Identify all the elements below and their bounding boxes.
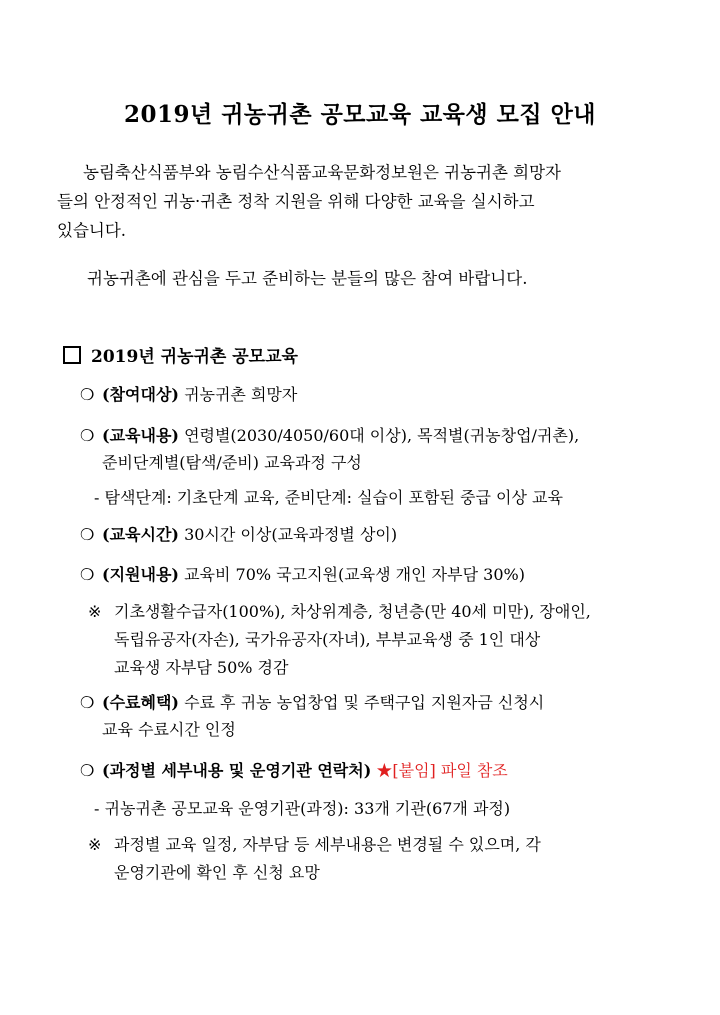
item-text: 연령별(2030/4050/60대 이상), 목적별(귀농창업/귀촌), — [184, 426, 580, 445]
item-label: (교육시간) — [102, 525, 179, 544]
list-item — [80, 521, 655, 548]
note-line: 운영기관에 확인 후 신청 요망 — [114, 863, 320, 882]
item-label: (교육내용) — [102, 426, 179, 445]
intro-line: 있습니다. — [57, 221, 127, 240]
list-item — [80, 689, 655, 743]
note-block — [88, 598, 655, 682]
section-heading-text: 2019년 귀농귀촌 공모교육 — [91, 347, 298, 367]
invitation-paragraph: 귀농귀촌에 관심을 두고 준비하는 분들의 많은 참여 바랍니다. — [87, 269, 528, 288]
item-label: (참여대상) — [102, 385, 179, 404]
sub-item: - 귀농귀촌 공모교육 운영기관(과정): 33개 기관(67개 과정) — [94, 799, 511, 818]
note-block — [88, 831, 655, 887]
list-item — [80, 757, 655, 784]
reference-mark-icon: ※ — [88, 602, 102, 621]
sub-item: - 탐색단계: 기초단계 교육, 준비단계: 실습이 포함된 중급 이상 교육 — [94, 488, 563, 507]
intro-line: 들의 안정적인 귀농·귀촌 정착 지원을 위해 다양한 교육을 실시하고 — [57, 192, 535, 211]
item-label: (과정별 세부내용 및 운영기관 연락처) — [102, 761, 372, 780]
intro-line: 농림축산식품부와 농림수산식품교육문화정보원은 귀농귀촌 희망자 — [83, 163, 561, 182]
circle-bullet-icon: ❍ — [80, 426, 95, 445]
attachment-reference: [붙임] 파일 참조 — [392, 761, 508, 780]
intro-paragraph — [57, 158, 657, 245]
item-text: 교육비 70% 국고지원(교육생 개인 자부담 30%) — [184, 565, 525, 584]
circle-bullet-icon: ❍ — [80, 693, 95, 712]
item-text-continued: 교육 수료시간 인정 — [102, 720, 236, 739]
page-title: 2019년 귀농귀촌 공모교육 교육생 모집 안내 — [123, 101, 597, 128]
reference-mark-icon: ※ — [88, 835, 102, 854]
checkbox-square-icon — [63, 346, 81, 364]
circle-bullet-icon: ❍ — [80, 565, 95, 584]
item-label: (수료혜택) — [102, 693, 179, 712]
note-line: 교육생 자부담 50% 경감 — [114, 658, 289, 677]
circle-bullet-icon: ❍ — [80, 525, 95, 544]
item-label: (지원내용) — [102, 565, 179, 584]
item-text: 수료 후 귀농 농업창업 및 주택구입 지원자금 신청시 — [184, 693, 545, 712]
list-item — [80, 422, 655, 476]
section-heading — [63, 342, 298, 367]
note-line: 기초생활수급자(100%), 차상위계층, 청년층(만 40세 미만), 장애인, — [114, 602, 591, 621]
circle-bullet-icon: ❍ — [80, 761, 95, 780]
item-text-continued: 준비단계별(탐색/준비) 교육과정 구성 — [102, 453, 362, 472]
note-line: 과정별 교육 일정, 자부담 등 세부내용은 변경될 수 있으며, 각 — [114, 835, 541, 854]
note-line: 독립유공자(자손), 국가유공자(자녀), 부부교육생 중 1인 대상 — [114, 630, 541, 649]
circle-bullet-icon: ❍ — [80, 385, 95, 404]
item-text: 30시간 이상(교육과정별 상이) — [184, 525, 398, 544]
list-item — [80, 561, 655, 588]
star-icon: ★ — [376, 761, 393, 780]
item-text: 귀농귀촌 희망자 — [184, 385, 298, 404]
list-item — [80, 381, 655, 408]
